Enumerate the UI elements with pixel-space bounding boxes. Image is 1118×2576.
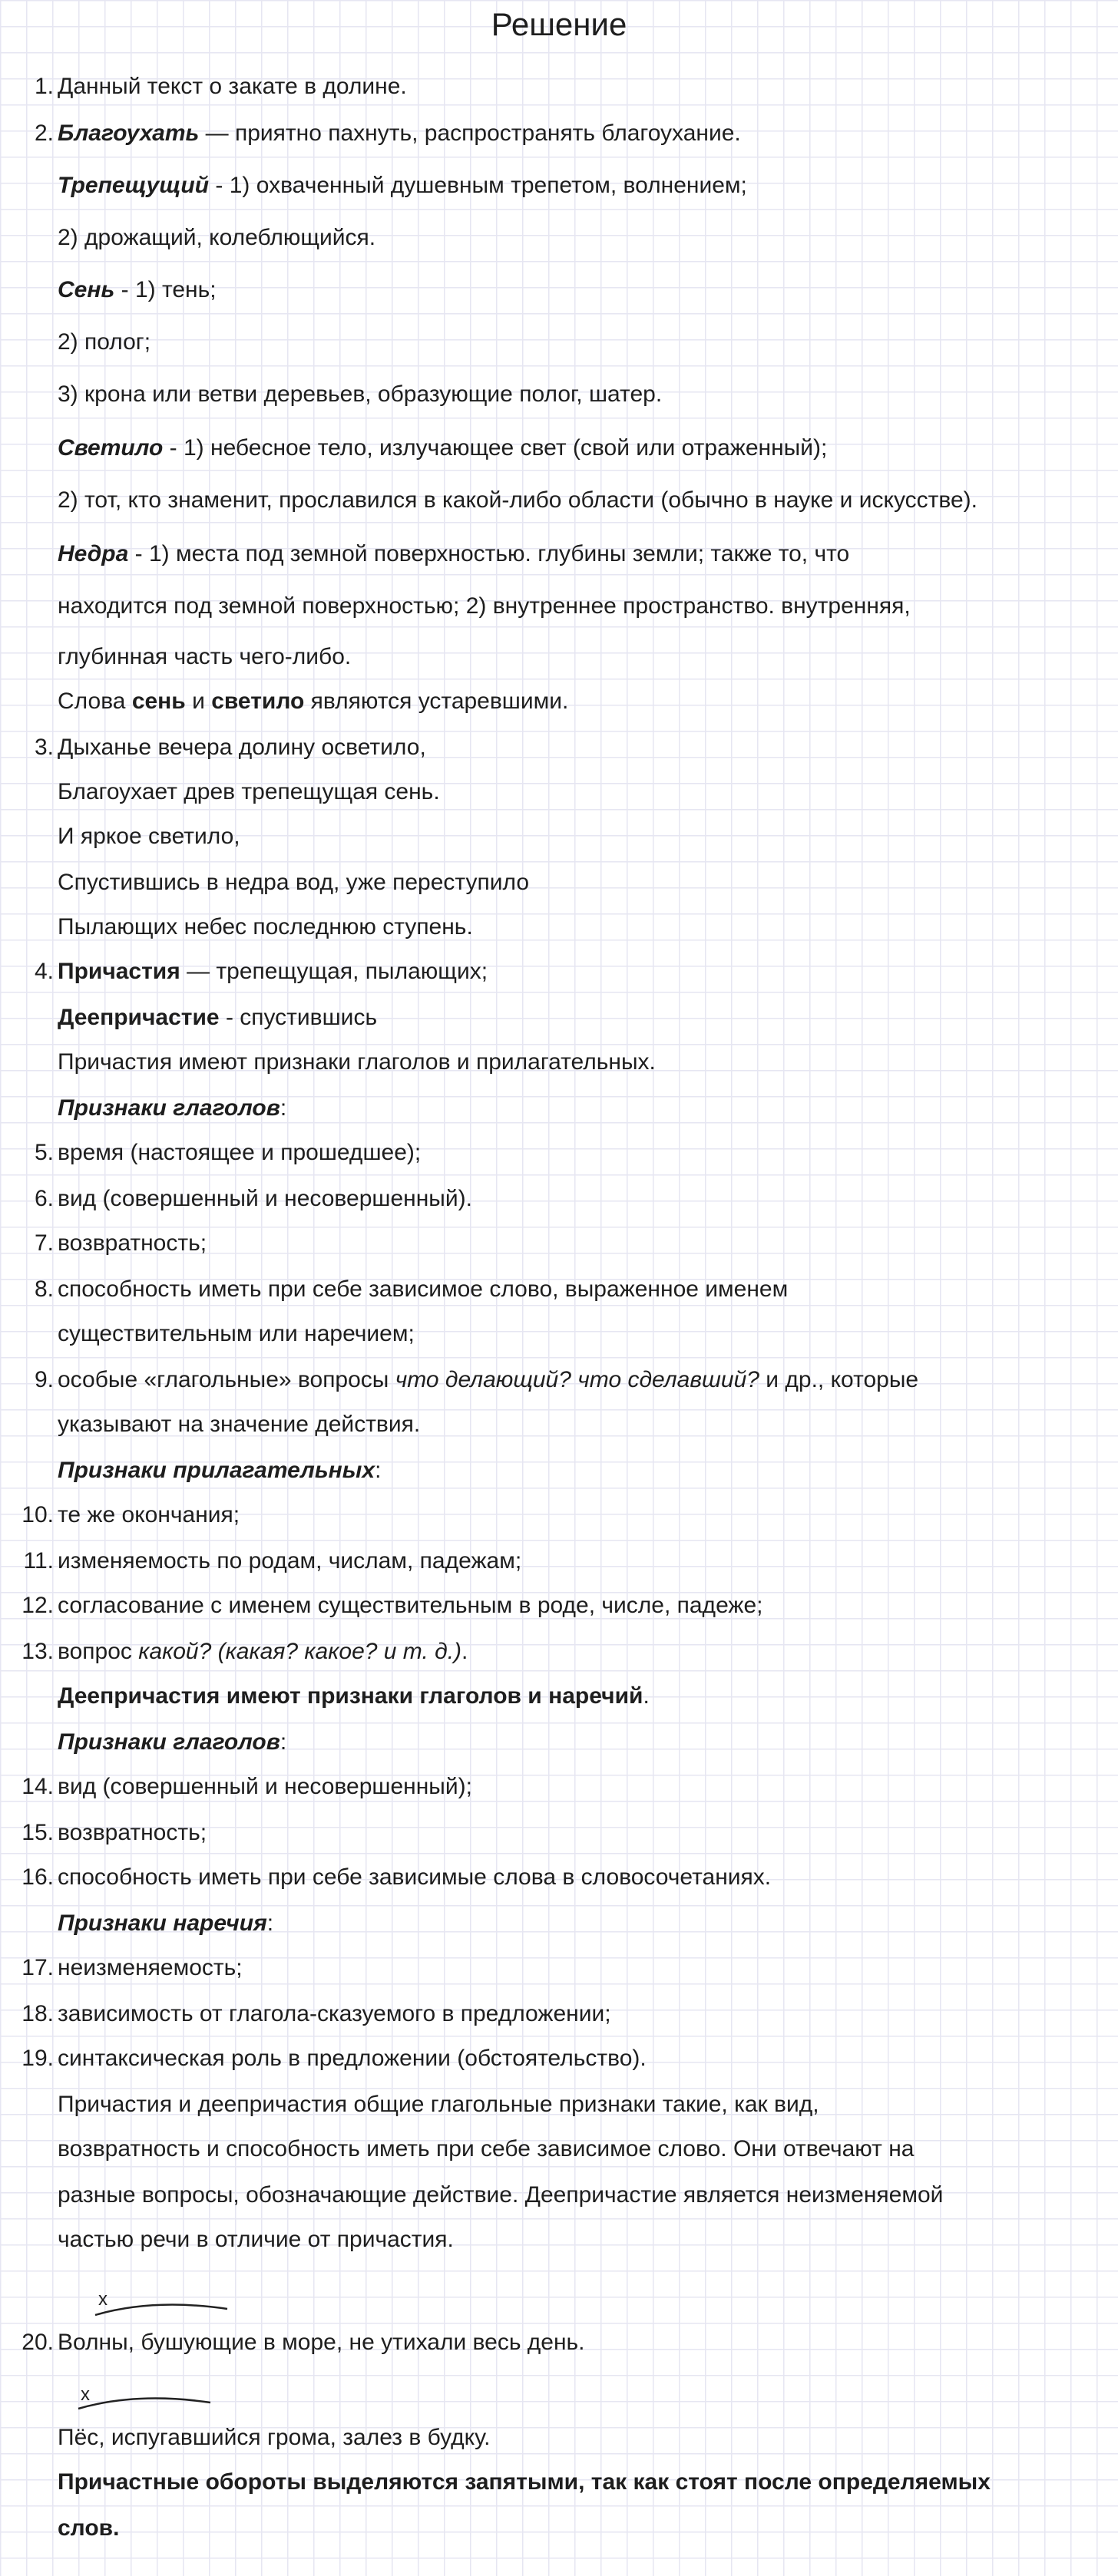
paragraph-line: Причастия и деепричастия общие глагольные признаки такие, как вид, [58,2092,819,2117]
conclusion-line: Причастные обороты выделяются запятыми, так как стоят после определяемых [58,2469,991,2495]
item-number: 2. [34,121,54,146]
item-number: 15. [22,1820,54,1845]
definition-line: 3) крона или ветви деревьев, образующие полог, шатер. [58,381,663,407]
section-heading: Признаки глаголов: [58,1095,287,1121]
item-number: 12. [22,1593,54,1618]
definition: - 1) небесное тело, излучающее свет (свой или отраженный); [163,435,828,461]
item-number: 4. [34,959,54,984]
definition-line: глубинная часть чего-либо. [58,644,352,669]
term: Причастия [58,959,180,984]
definition-line: находится под земной поверхностью; 2) внутреннее пространство. внутренняя, [58,593,911,619]
definition: - 1) места под земной поверхностью. глубины земли; также то, что [128,541,850,566]
item-text: Данный текст о закате в долине. [58,74,407,99]
poem-line: Благоухает древ трепещущая сень. [58,779,440,804]
item-text: вопрос какой? (какая? какое? и т. д.). [58,1639,468,1664]
item-number: 8. [34,1276,54,1302]
item-number: 7. [34,1230,54,1256]
item-text: неизменяемость; [58,1955,243,1980]
definition: - 1) тень; [114,277,217,302]
item-text: синтаксическая роль в предложении (обстоятельство). [58,2046,647,2071]
item-text: существительным или наречием; [58,1321,415,1346]
participle-phrase-arc [92,2298,230,2318]
definition: — приятно пахнуть, распространять благоухание. [199,121,741,146]
term: сень [131,689,186,714]
section-heading: Признаки наречия: [58,1911,274,1936]
item-text: время (настоящее и прошедшее); [58,1140,422,1165]
paragraph-line: разные вопросы, обозначающие действие. Деепричастие является неизменяемой [58,2182,944,2208]
definition-line [58,120,741,147]
definition-line [58,172,747,200]
item-number: 6. [34,1186,54,1211]
item-text: способность иметь при себе зависимое слово, выраженное именем [58,1276,789,1302]
item-text: способность иметь при себе зависимые слова в словосочетаниях. [58,1864,772,1890]
term: Трепещущий [58,173,210,198]
item-text: возвратность; [58,1820,207,1845]
definition-line: 2) полог; [58,329,151,355]
item-number: 19. [22,2046,54,2071]
term: Недра [58,541,129,566]
definition-line [58,276,217,304]
item-number: 3. [34,735,54,760]
paragraph-line: частью речи в отличие от причастия. [58,2227,454,2252]
term: светило [211,689,305,714]
item-number: 1. [34,74,54,99]
item-number: 9. [34,1367,54,1392]
item-text: те же окончания; [58,1502,240,1527]
term: Светило [58,435,164,461]
poem-line: Пылающих небес последнюю ступень. [58,914,473,940]
poem-line: И яркое светило, [58,824,240,849]
item-number: 17. [22,1955,54,1980]
definition: - 1) охваченный душевным трепетом, волнением; [209,173,747,198]
term: Сень [58,277,115,302]
item-number: 5. [34,1140,54,1165]
item-text: возвратность; [58,1230,207,1256]
participle-phrase-arc [75,2392,213,2412]
paragraph-line: возвратность и способность иметь при себе зависимое слово. Они отвечают на [58,2136,915,2162]
section-heading: Признаки глаголов: [58,1729,287,1755]
poem-line: Спустившись в недра вод, уже переступило [58,870,530,895]
annotation-x-mark: x [81,2384,90,2405]
definition-line [58,434,827,462]
item-text: вид (совершенный и несовершенный). [58,1186,472,1211]
term: Благоухать [58,121,200,146]
note-line: Слова сень и светило являются устаревшими. [58,689,569,714]
item-text: Деепричастие - спустившись [58,1005,378,1030]
term: Деепричастие [58,1005,220,1030]
section-heading: Признаки прилагательных: [58,1458,382,1483]
example-sentence: Пёс, испугавшийся грома, залез в будку. [58,2425,491,2450]
item-text: указывают на значение действия. [58,1412,421,1437]
example-sentence: Волны, бушующие в море, не утихали весь день. [58,2330,585,2355]
definition-line: 2) дрожащий, колеблющийся. [58,225,376,250]
definition-line [58,540,849,568]
annotation-x-mark: x [98,2289,108,2310]
item-number: 20. [22,2330,54,2355]
item-text: вид (совершенный и несовершенный); [58,1774,472,1799]
conclusion-line: слов. [58,2515,120,2541]
item-text: особые «глагольные» вопросы что делающий? что сделавший? и др., которые [58,1367,919,1392]
item-number: 13. [22,1639,54,1664]
item-text: Деепричастия имеют признаки глаголов и наречий. [58,1683,650,1709]
poem-line: Дыханье вечера долину осветило, [58,735,426,760]
item-text: Причастия — трепещущая, пылающих; [58,959,488,984]
item-number: 18. [22,2001,54,2026]
definition-line: 2) тот, кто знаменит, прославился в какой-либо области (обычно в науке и искусстве). [58,487,977,513]
item-number: 14. [22,1774,54,1799]
item-text: Причастия имеют признаки глаголов и прилагательных. [58,1049,656,1075]
item-text: изменяемость по родам, числам, падежам; [58,1548,522,1574]
item-number: 11. [23,1548,54,1574]
page-title: Решение [491,6,627,42]
item-text: согласование с именем существительным в роде, числе, падеже; [58,1593,763,1618]
item-text: зависимость от глагола-сказуемого в предложении; [58,2001,611,2026]
item-number: 10. [22,1502,54,1527]
item-number: 16. [22,1864,54,1890]
